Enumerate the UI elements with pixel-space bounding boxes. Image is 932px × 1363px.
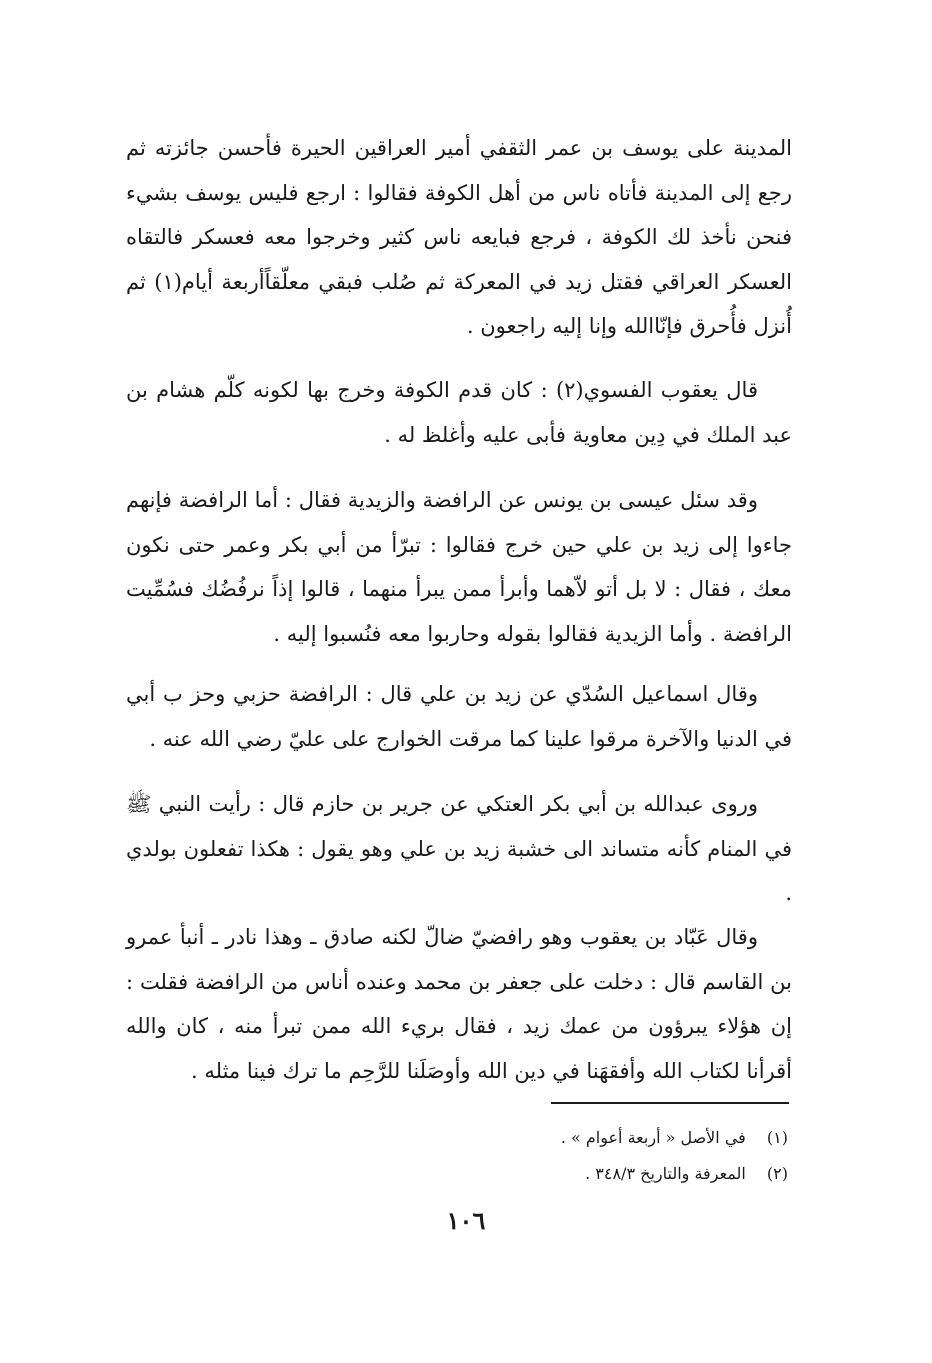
footnote-number: (٢) (766, 1164, 788, 1183)
paragraph-6 (126, 915, 792, 1093)
paragraph-3 (126, 478, 792, 656)
paragraph-2 (126, 368, 792, 457)
footnote-text: في الأصل « أربعة أعوام » . (560, 1128, 746, 1147)
paragraph-text: وقال اسماعيل السُدّي عن زيد بن علي قال : الرافضة حزبي وحز ب أبي في الدنيا والآخرة مرقوا علينا كما مرقت الخوارج على عليّ رضي الله عنه . (126, 682, 792, 751)
footnote-text: المعرفة والتاريخ ٣٤٨/٣ . (585, 1164, 746, 1183)
paragraph-5 (126, 782, 792, 916)
footnote-divider (551, 1102, 789, 1104)
paragraph-1 (126, 126, 792, 349)
footnote-1 (561, 1126, 788, 1150)
footnote-2 (585, 1162, 788, 1186)
paragraph-4 (126, 672, 792, 761)
footnote-number: (١) (766, 1128, 788, 1147)
paragraph-text: المدينة على يوسف بن عمر الثقفي أمير العراقين الحيرة فأحسن جائزته ثم رجع إلى المدينة فأتاه ناس من أهل الكوفة فقالوا : ارجع فليس يوسف بشيء فنحن نأخذ لك الكوفة ، فرجع فبايعه ناس كثير وخرجوا معه فعسكر فالتقاه العسكر العراقي فقتل زيد في المعركة ثم صُلب فبقي معلّقاًأربعة أيام(١) ثم أُنزل فأُحرق فإنّاالله وإنا إليه راجعون . (126, 136, 792, 338)
page-number: ١٠٦ (446, 1206, 486, 1235)
paragraph-text: قال يعقوب الفسوي(٢) : كان قدم الكوفة وخرج بها لكونه كلّم هشام بن عبد الملك في دِين معاوية فأبى عليه وأغلظ له . (126, 378, 792, 447)
paragraph-text: وقال عَبّاد بن يعقوب وهو رافضيّ ضالّ لكنه صادق ـ وهذا نادر ـ أنبأ عمرو بن القاسم قال : دخلت على جعفر بن محمد وعنده أناس من الرافضة فقلت : إن هؤلاء يبرؤون من عمك زيد ، فقال بريء الله ممن تبرأ منه ، كان والله أقرأنا لكتاب الله وأفقهَنا في دين الله وأوصَلَنا للرَّحِم ما ترك فينا مثله . (126, 925, 792, 1083)
paragraph-text: وقد سئل عيسى بن يونس عن الرافضة والزيدية فقال : أما الرافضة فإنهم جاءوا إلى زيد بن علي حين خرج فقالوا : تبرّأ من أبي بكر وعمر حتى نكون معك ، فقال : لا بل أتو لاّهما وأبرأ ممن يبرأ منهما ، قالوا إذاً نرفُضُك فسُمِّيت الرافضة . وأما الزيدية فقالوا بقوله وحاربوا معه فنُسبوا إليه . (126, 488, 792, 646)
paragraph-text: وروى عبدالله بن أبي بكر العتكي عن جرير بن حازم قال : رأيت النبي ﷺ في المنام كأنه متساند الى خشبة زيد بن علي وهو يقول : هكذا تفعلون بولدي . (126, 792, 792, 905)
